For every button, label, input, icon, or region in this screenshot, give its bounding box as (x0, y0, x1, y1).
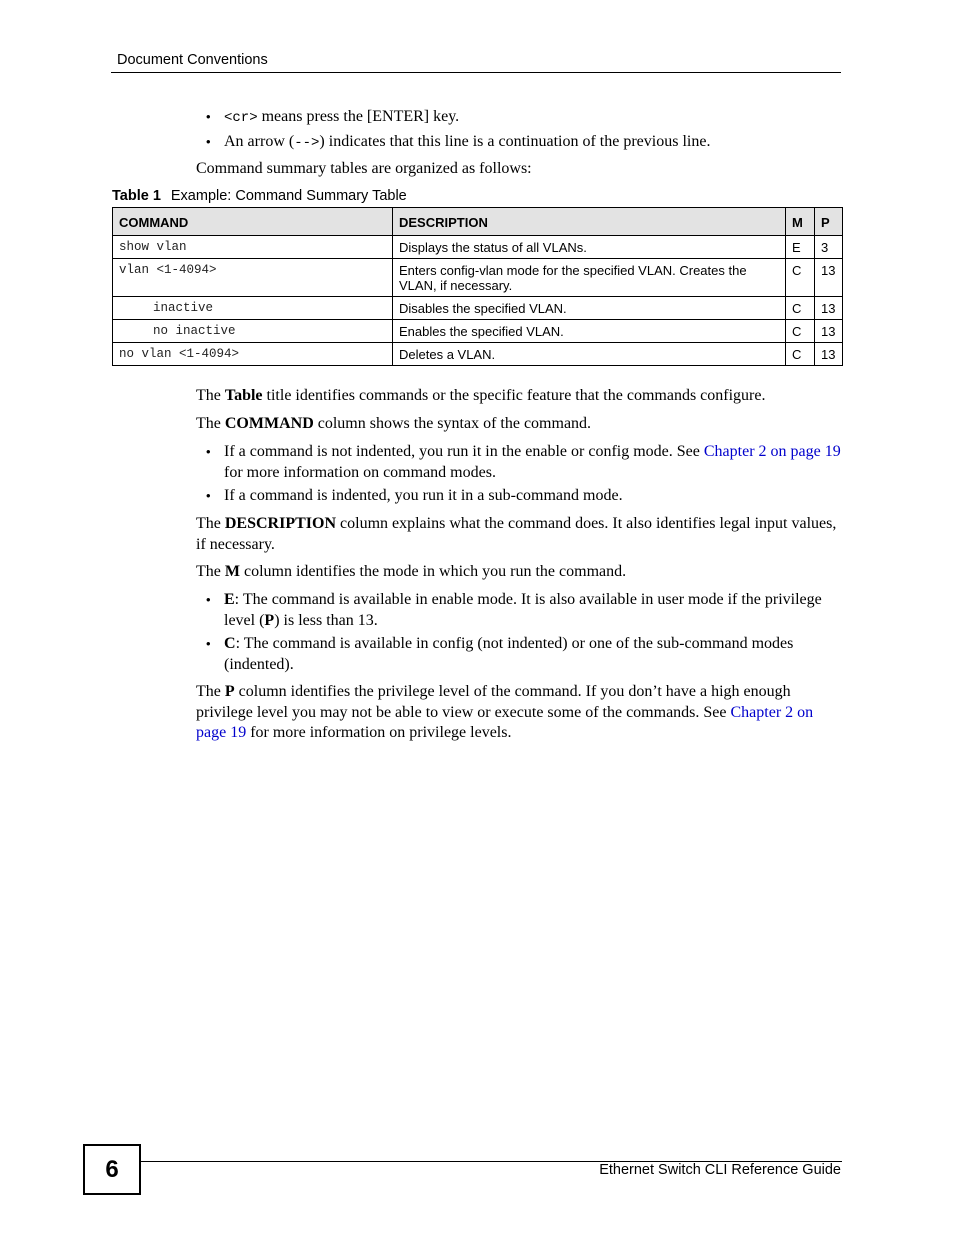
command-cell: vlan <1-4094> (113, 259, 393, 297)
inline-code: <cr> (224, 110, 258, 126)
list-item-text: An arrow ( (224, 132, 295, 150)
table-header-row (113, 208, 843, 236)
bold-term: Table (224, 387, 263, 404)
bold-term: P (224, 683, 235, 700)
bold-term: C (224, 635, 236, 652)
privilege-cell: 13 (815, 343, 843, 366)
mode-cell: C (786, 320, 815, 343)
paragraph-privilege-column: The P column identifies the privilege level of the command. If you don’t have a high enough privilege level you may not be able to view or execute some of the commands. See Chapter 2 on page 19 for more information on privilege levels. (196, 683, 814, 741)
description-cell: Displays the status of all VLANs. (393, 236, 786, 259)
list-item (196, 107, 841, 129)
list-item-text: ) indicates that this line is a continuation of the previous line. (319, 132, 711, 150)
list-item: • E: The command is available in enable mode. It is also available in user mode if the privilege level (P) is less than 13. (196, 590, 841, 631)
bold-term: P (264, 611, 275, 629)
mode-cell: C (786, 259, 815, 297)
intro-paragraph: Command summary tables are organized as follows: (196, 160, 532, 177)
page-number: 6 (83, 1144, 141, 1195)
bold-term: M (224, 563, 240, 580)
column-header-mode: M (786, 208, 815, 236)
list-item (196, 132, 841, 154)
description-cell: Disables the specified VLAN. (393, 297, 786, 320)
description-cell: Enables the specified VLAN. (393, 320, 786, 343)
running-header-title: Document Conventions (117, 52, 268, 68)
inline-code: --> (294, 134, 320, 151)
header-divider (111, 72, 841, 73)
bold-term: COMMAND (224, 415, 314, 432)
paragraph-table-title: The Table title identifies commands or the specific feature that the commands configure. (196, 387, 766, 404)
command-cell: no inactive (113, 320, 393, 343)
paragraph-mode-column: The M column identifies the mode in which you run the command. (196, 563, 627, 580)
bold-term: E (224, 591, 235, 608)
chapter-2-link[interactable]: Chapter 2 on page 19 (703, 443, 841, 460)
list-item: • If a command is indented, you run it in a sub-command mode. (196, 486, 841, 507)
privilege-cell: 13 (815, 297, 843, 320)
command-cell: show vlan (113, 236, 393, 259)
mode-cell: C (786, 343, 815, 366)
table-caption-label: Table 1 (112, 188, 161, 204)
description-cell: Enters config-vlan mode for the specified VLAN. Creates the VLAN, if necessary. (393, 259, 786, 297)
command-cell: no vlan <1-4094> (113, 343, 393, 366)
column-header-description: DESCRIPTION (393, 208, 786, 236)
command-cell: inactive (113, 297, 393, 320)
mode-cell: E (786, 236, 815, 259)
paragraph-command-column: The COMMAND column shows the syntax of the command. (196, 415, 592, 432)
command-summary-table (112, 207, 843, 366)
privilege-cell: 13 (815, 320, 843, 343)
intro-bullet-list (196, 107, 841, 153)
table-row (113, 320, 843, 343)
mode-bullet-list (196, 590, 841, 675)
paragraph-description-column: The DESCRIPTION column explains what the command does. It also identifies legal input values, if necessary. (196, 515, 837, 553)
list-item: • C: The command is available in config (not indented) or one of the sub-command modes (indented). (196, 634, 841, 675)
command-bullet-list (196, 442, 841, 507)
table-row (113, 259, 843, 297)
privilege-cell: 13 (815, 259, 843, 297)
column-header-privilege: P (815, 208, 843, 236)
list-item: • If a command is not indented, you run it in the enable or config mode. See Chapter 2 on page 19 for more information on command modes. (196, 442, 841, 483)
bold-term: DESCRIPTION (224, 515, 337, 532)
table-row (113, 236, 843, 259)
list-item-text: means press the [ENTER] key. (257, 108, 460, 125)
running-footer-title: Ethernet Switch CLI Reference Guide (599, 1162, 841, 1178)
table-row (113, 343, 843, 366)
table-caption (112, 188, 407, 204)
description-cell: Deletes a VLAN. (393, 343, 786, 366)
table-caption-title: Example: Command Summary Table (170, 188, 407, 204)
table-row (113, 297, 843, 320)
chapter-2-link[interactable]: Chapter 2 on page 19 (196, 703, 814, 741)
mode-cell: C (786, 297, 815, 320)
column-header-command: COMMAND (113, 208, 393, 236)
privilege-cell: 3 (815, 236, 843, 259)
